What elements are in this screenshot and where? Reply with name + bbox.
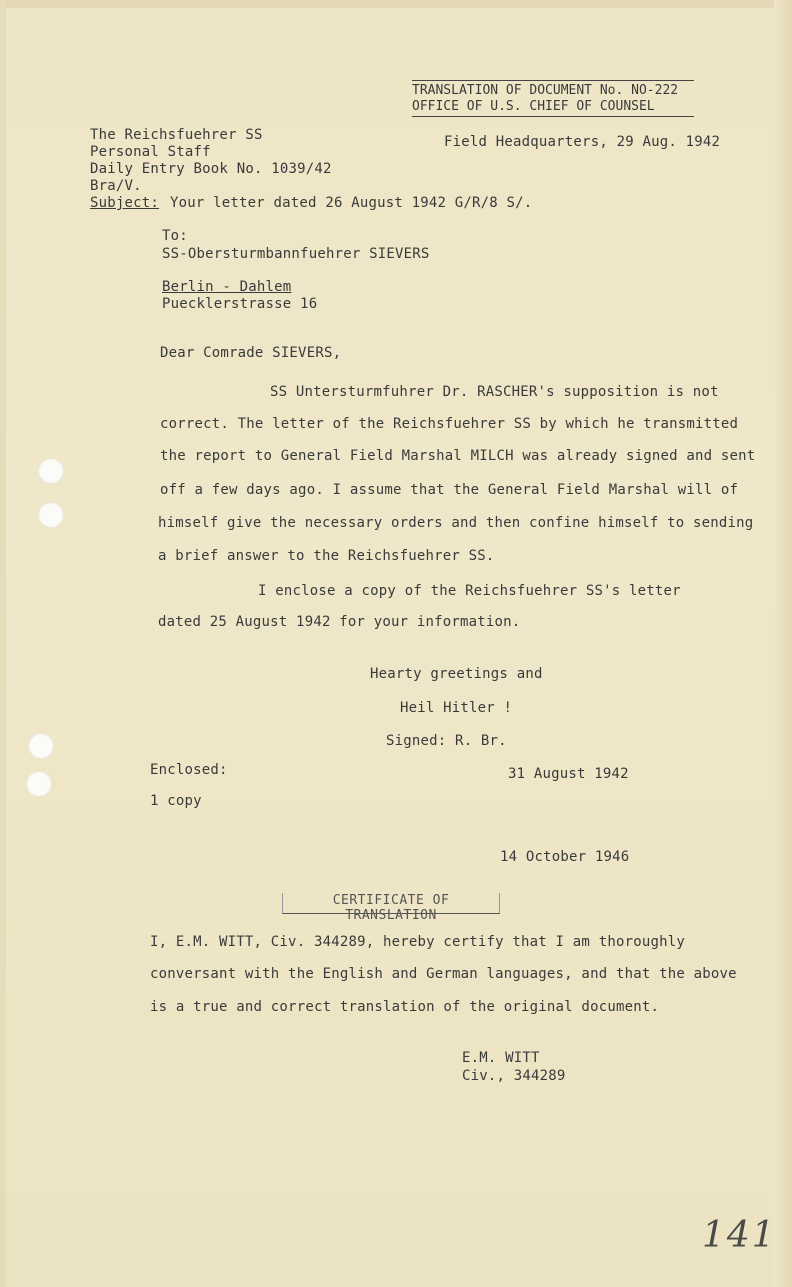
sender-line-4: Bra/V. [90,178,142,194]
sender-line-3: Daily Entry Book No. 1039/42 [90,161,332,177]
enclosure-date: 31 August 1942 [508,766,629,782]
body-line: a brief answer to the Reichsfuehrer SS. [158,548,495,564]
certificate-date: 14 October 1946 [500,849,630,865]
recipient-street: Puecklerstrasse 16 [162,296,318,312]
closing-heil: Heil Hitler ! [400,700,513,716]
body-line: off a few days ago. I assume that the General Field Marshal will of [160,482,739,498]
body-line: himself give the necessary orders and then confine himself to sending [158,515,754,531]
certificate-line: I, E.M. WITT, Civ. 344289, hereby certify that I am thoroughly [150,934,685,950]
salutation: Dear Comrade SIEVERS, [160,345,342,361]
certificate-signer-id: Civ., 344289 [462,1068,566,1084]
subject-text: Your letter dated 26 August 1942 G/R/8 S/. [170,195,533,211]
body-line: dated 25 August 1942 for your information. [158,614,521,630]
recipient-city: Berlin - Dahlem [162,279,292,295]
body-line: I enclose a copy of the Reichsfuehrer SS's letter [258,583,681,599]
paper-right-edge [774,0,792,1287]
punch-hole-icon [38,458,64,484]
certificate-line: conversant with the English and German languages, and that the above [150,966,737,982]
paper-top-edge [0,0,792,8]
page-number: 141 [702,1215,777,1256]
recipient-to: To: [162,228,188,244]
punch-hole-icon [26,771,52,797]
enclosure-label: Enclosed: [150,762,228,778]
certificate-line: is a true and correct translation of the original document. [150,999,660,1015]
punch-hole-icon [28,733,54,759]
body-line: SS Untersturmfuhrer Dr. RASCHER's supposition is not [270,384,719,400]
translation-line: TRANSLATION OF DOCUMENT No. NO-222 [412,83,679,98]
sender-line-2: Personal Staff [90,144,211,160]
recipient-name: SS-Obersturmbannfuehrer SIEVERS [162,246,430,262]
body-line: the report to General Field Marshal MILCH was already signed and sent [160,448,756,464]
signature-line: Signed: R. Br. [386,733,507,749]
place-date: Field Headquarters, 29 Aug. 1942 [444,134,721,150]
body-line: correct. The letter of the Reichsfuehrer SS by which he transmitted [160,416,739,432]
paper-left-edge [0,0,6,1287]
certificate-title: CERTIFICATE OF TRANSLATION [282,893,500,914]
closing-greeting: Hearty greetings and [370,666,543,682]
enclosure-item: 1 copy [150,793,202,809]
punch-hole-icon [38,502,64,528]
certificate-signer-name: E.M. WITT [462,1050,540,1066]
office-line: OFFICE OF U.S. CHIEF OF COUNSEL [412,99,655,114]
subject-label: Subject: [90,195,160,211]
sender-line-1: The Reichsfuehrer SS [90,127,263,143]
translation-header [412,80,694,117]
